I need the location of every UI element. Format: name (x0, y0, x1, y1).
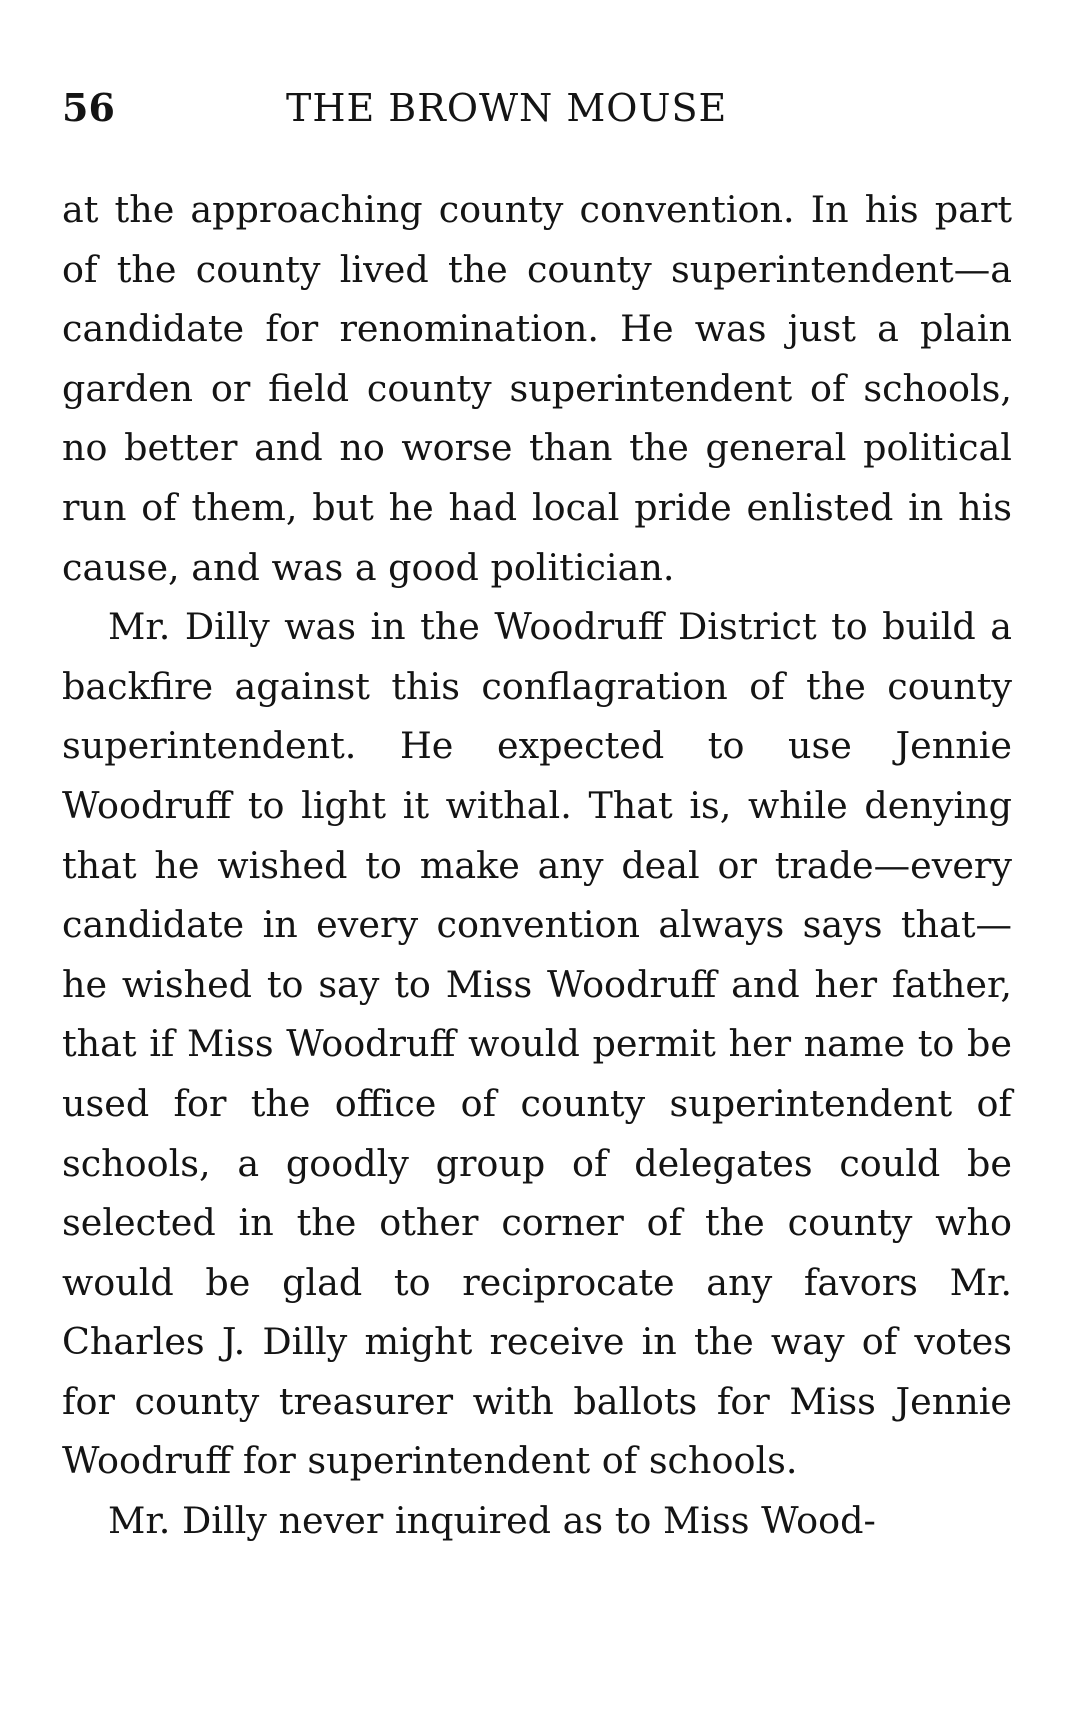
paragraph-1: at the approaching county convention. In his part of the county lived the county superintendent—a candidate for renomination. He was just a plain garden or field county superintendent of schools, no better and no worse than the general political run of them, but he had local pride enlisted in his cause, and was a good politician. (62, 188, 1012, 589)
body-text (62, 180, 1012, 1551)
page-number: 56 (62, 85, 115, 130)
paragraph-3: Mr. Dilly never inquired as to Miss Wood- (108, 1499, 876, 1543)
running-head (62, 78, 1022, 138)
paragraph-2: Mr. Dilly was in the Woodruff District to build a backfire against this conflagration of the county superintendent. He expected to use Jennie Woodruff to light it withal. That is, while denying that he wished to make any deal or trade—every candidate in every convention always says that—he wished to say to Miss Woodruff and her father, that if Miss Woodruff would permit her name to be used for the office of county superintendent of schools, a goodly group of delegates could be selected in the other corner of the county who would be glad to reciprocate any favors Mr. Charles J. Dilly might receive in the way of votes for county treasurer with ballots for Miss Jennie Woodruff for superintendent of schools. (62, 605, 1012, 1483)
book-title: THE BROWN MOUSE (286, 86, 728, 130)
